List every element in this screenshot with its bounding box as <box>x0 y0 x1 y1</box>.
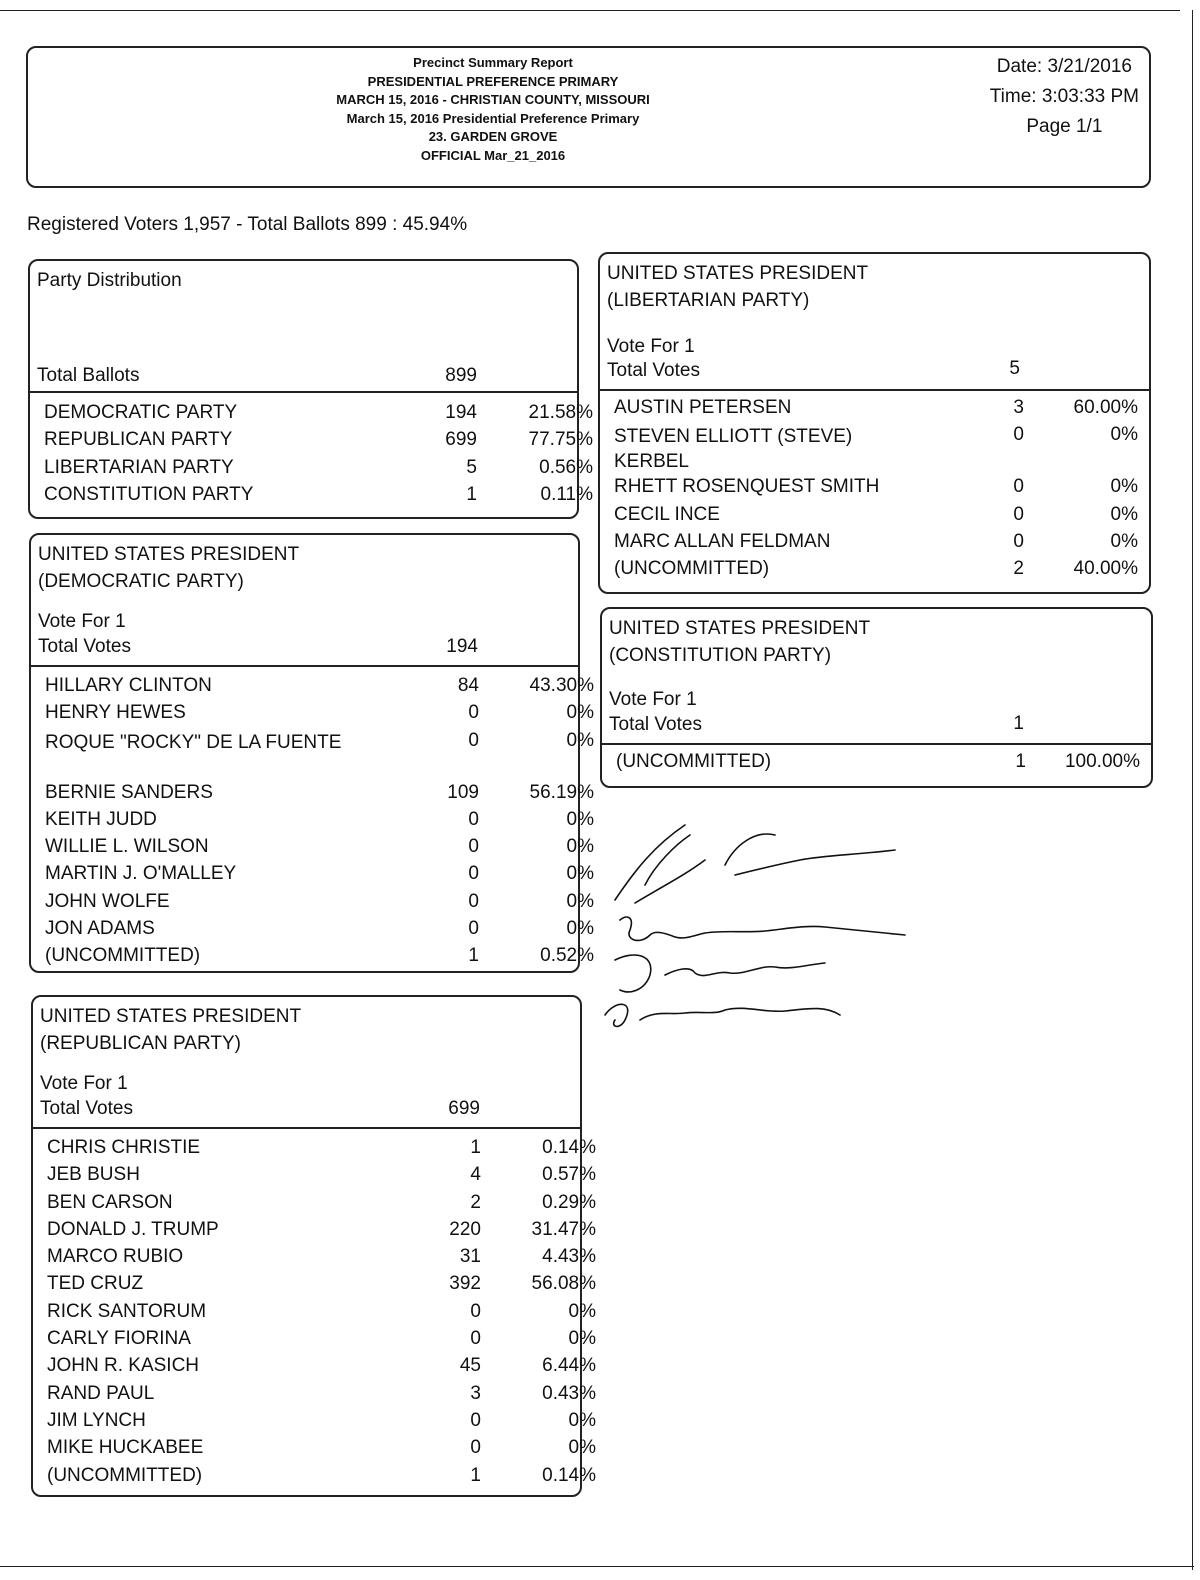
vote-count: 3 <box>470 1382 481 1404</box>
total-value: 899 <box>445 365 477 386</box>
signature-image <box>595 815 925 1045</box>
vote-count: 0 <box>1013 476 1024 498</box>
vote-percent: 0.14% <box>542 1464 596 1486</box>
vote-percent: 21.58% <box>528 402 593 423</box>
vote-count: 1 <box>470 1464 481 1486</box>
table-row <box>31 675 594 702</box>
signature-stroke <box>615 825 895 903</box>
vote-count: 0 <box>468 918 479 940</box>
party-name: (REPUBLICAN PARTY) <box>40 1033 241 1054</box>
page-edge <box>1192 10 1193 1570</box>
report-header <box>26 46 1151 188</box>
party-rows <box>30 402 593 511</box>
table-row <box>33 1218 596 1246</box>
candidate-name: HILLARY CLINTON <box>45 675 212 696</box>
candidate-name: (UNCOMMITTED) <box>47 1464 203 1486</box>
divider <box>602 743 1151 745</box>
total-label: Total Votes <box>40 1098 133 1119</box>
vote-percent: 0.57% <box>542 1164 596 1186</box>
table-row <box>33 1409 596 1437</box>
signature-stroke <box>605 1004 840 1026</box>
election-name: PRESIDENTIAL PREFERENCE PRIMARY <box>367 73 619 89</box>
election-subtitle: March 15, 2016 Presidential Preference Primary <box>346 110 640 126</box>
republican-president-box <box>31 995 596 1497</box>
table-row <box>31 702 594 729</box>
vote-percent: 0.14% <box>542 1137 596 1158</box>
page-number: Page 1/1 <box>1026 116 1103 137</box>
vote-percent: 31.47% <box>531 1218 596 1240</box>
box-title <box>607 260 868 314</box>
divider <box>30 391 577 393</box>
contest-title: UNITED STATES PRESIDENT <box>609 618 871 639</box>
constitution-president-box <box>600 607 1153 788</box>
table-row <box>30 429 593 456</box>
candidate-name: MARC ALLAN FELDMAN <box>614 530 831 552</box>
total-label: Total Ballots <box>37 365 140 386</box>
signature-stroke <box>620 917 905 940</box>
table-row <box>33 1137 596 1164</box>
vote-percent: 100.00% <box>1064 751 1140 772</box>
table-row <box>33 1300 596 1328</box>
candidate-name: CHRIS CHRISTIE <box>47 1137 201 1158</box>
contest-title: UNITED STATES PRESIDENT <box>38 544 300 565</box>
vote-for-label: Vote For 1 <box>38 611 126 632</box>
vote-count: 0 <box>468 836 479 858</box>
vote-count: 0 <box>470 1409 481 1431</box>
vote-percent: 43.30% <box>529 675 594 696</box>
vote-percent: 0% <box>1110 530 1138 552</box>
party-name: (CONSTITUTION PARTY) <box>609 645 832 666</box>
candidate-name: BEN CARSON <box>47 1191 173 1213</box>
candidate-name: JON ADAMS <box>45 918 155 940</box>
vote-count: 0 <box>470 1300 481 1322</box>
vote-count: 0 <box>468 890 479 912</box>
vote-percent: 4.43% <box>542 1246 596 1268</box>
total-value: 5 <box>1009 358 1020 379</box>
vote-count: 220 <box>449 1218 481 1240</box>
vote-count: 1 <box>470 1137 481 1158</box>
vote-count: 0 <box>468 702 479 724</box>
table-row <box>30 483 593 511</box>
candidate-name: MARTIN J. O'MALLEY <box>45 863 237 885</box>
contest-title: UNITED STATES PRESIDENT <box>607 263 869 284</box>
vote-percent: 0% <box>568 1328 596 1350</box>
candidate-name: DONALD J. TRUMP <box>47 1218 219 1240</box>
candidate-name: REPUBLICAN PARTY <box>44 429 233 451</box>
report-title: Precinct Summary Report <box>413 55 573 70</box>
vote-count: 392 <box>449 1273 481 1295</box>
vote-count: 699 <box>445 429 477 451</box>
vote-percent: 0% <box>566 729 594 751</box>
vote-count: 1 <box>1015 751 1026 772</box>
candidate-name: MIKE HUCKABEE <box>47 1437 204 1459</box>
candidate-name: (UNCOMMITTED) <box>45 945 201 967</box>
contest-title: UNITED STATES PRESIDENT <box>40 1006 302 1027</box>
table-row <box>33 1191 596 1219</box>
vote-count: 2 <box>470 1191 481 1213</box>
candidate-name: STEVEN ELLIOTT (STEVE) KERBEL <box>614 426 853 473</box>
candidate-name: ROQUE "ROCKY" DE LA FUENTE <box>45 731 342 753</box>
vote-percent: 0% <box>566 836 594 858</box>
vote-percent: 0% <box>566 918 594 940</box>
libertarian-rows <box>600 397 1149 585</box>
libertarian-president-box <box>598 252 1151 594</box>
table-row <box>31 918 594 945</box>
vote-percent: 0.29% <box>542 1191 596 1213</box>
vote-count: 4 <box>470 1164 481 1186</box>
page-edge <box>0 10 1180 11</box>
table-row <box>30 456 593 484</box>
party-name: (DEMOCRATIC PARTY) <box>38 571 244 592</box>
vote-count: 45 <box>459 1355 481 1377</box>
table-row <box>33 1164 596 1191</box>
report-title-block <box>278 54 708 165</box>
vote-count: 0 <box>468 863 479 885</box>
official-label: OFFICIAL Mar_21_2016 <box>420 147 566 163</box>
divider <box>33 1127 580 1129</box>
signatures <box>595 815 925 1045</box>
vote-percent: 0.56% <box>539 456 593 478</box>
vote-count: 1 <box>468 945 479 967</box>
vote-percent: 0.43% <box>542 1382 596 1404</box>
signature-stroke <box>615 955 825 992</box>
table-row <box>31 863 594 890</box>
divider <box>600 389 1149 391</box>
total-value: 1 <box>1013 713 1024 734</box>
vote-count: 0 <box>1013 530 1024 552</box>
republican-rows <box>33 1137 596 1492</box>
vote-count: 0 <box>470 1328 481 1350</box>
candidate-name: BERNIE SANDERS <box>45 781 213 803</box>
candidate-name: (UNCOMMITTED) <box>616 751 772 772</box>
constitution-rows <box>602 751 1151 778</box>
vote-percent: 0% <box>568 1300 596 1322</box>
candidate-name: CECIL INCE <box>614 503 720 525</box>
precinct-name: 23. GARDEN GROVE <box>428 129 558 144</box>
vote-percent: 0% <box>568 1437 596 1459</box>
total-label: Total Votes <box>609 714 702 735</box>
candidate-name: RICK SANTORUM <box>47 1300 207 1322</box>
democratic-rows <box>31 675 594 973</box>
page-edge <box>0 1566 1194 1567</box>
vote-percent: 0.52% <box>540 945 594 967</box>
candidate-name: AUSTIN PETERSEN <box>614 397 792 418</box>
vote-count: 109 <box>447 781 479 803</box>
table-row <box>600 424 1149 476</box>
vote-count: 84 <box>457 675 479 696</box>
vote-percent: 40.00% <box>1073 558 1138 580</box>
vote-count: 2 <box>1013 558 1024 580</box>
vote-count: 0 <box>468 808 479 830</box>
vote-for-label: Vote For 1 <box>609 689 697 710</box>
table-row <box>33 1273 596 1300</box>
candidate-name: RAND PAUL <box>47 1382 155 1404</box>
table-row <box>31 890 594 918</box>
box-title: Party Distribution <box>37 270 182 291</box>
divider <box>31 665 578 667</box>
candidate-name: JOHN WOLFE <box>45 890 170 912</box>
vote-percent: 6.44% <box>542 1355 596 1377</box>
vote-percent: 56.19% <box>529 781 594 803</box>
vote-count: 0 <box>470 1437 481 1459</box>
table-row <box>600 504 1149 531</box>
vote-percent: 0% <box>1110 476 1138 498</box>
vote-percent: 0% <box>566 890 594 912</box>
table-row <box>33 1355 596 1382</box>
candidate-name: TED CRUZ <box>47 1273 144 1295</box>
table-row <box>31 945 594 972</box>
table-row <box>31 836 594 863</box>
vote-percent: 0% <box>566 863 594 885</box>
turnout-summary: Registered Voters 1,957 - Total Ballots 899 : 45.94% <box>27 214 468 235</box>
vote-count: 31 <box>459 1246 481 1268</box>
vote-percent: 0% <box>566 702 594 724</box>
democratic-president-box <box>29 533 594 973</box>
box-title <box>40 1003 301 1057</box>
candidate-name: WILLIE L. WILSON <box>45 836 209 858</box>
vote-count: 0 <box>1013 424 1024 446</box>
vote-count: 194 <box>445 402 477 423</box>
table-row <box>600 558 1149 585</box>
vote-count: 0 <box>468 729 479 751</box>
vote-percent: 60.00% <box>1073 397 1138 418</box>
report-time: Time: 3:03:33 PM <box>989 86 1139 107</box>
table-row <box>33 1464 596 1492</box>
report-meta <box>990 52 1139 142</box>
party-name: (LIBERTARIAN PARTY) <box>607 290 810 311</box>
vote-percent: 0% <box>568 1409 596 1431</box>
table-row <box>600 531 1149 558</box>
candidate-name: CONSTITUTION PARTY <box>44 483 254 505</box>
vote-percent: 0% <box>1110 503 1138 525</box>
vote-percent: 0% <box>566 808 594 830</box>
total-label: Total Votes <box>607 360 700 381</box>
table-row <box>31 781 594 809</box>
table-row <box>33 1382 596 1410</box>
table-row <box>31 808 594 836</box>
candidate-name: JEB BUSH <box>47 1164 140 1186</box>
candidate-name: CARLY FIORINA <box>47 1328 191 1350</box>
table-row <box>33 1437 596 1464</box>
candidate-name: LIBERTARIAN PARTY <box>44 456 234 478</box>
box-title <box>38 541 299 595</box>
table-row <box>600 397 1149 424</box>
candidate-name: (UNCOMMITTED) <box>614 558 770 580</box>
election-date-county: MARCH 15, 2016 - CHRISTIAN COUNTY, MISSOURI <box>336 92 650 107</box>
vote-for-label: Vote For 1 <box>607 336 695 357</box>
total-value: 699 <box>448 1098 480 1119</box>
report-date: Date: 3/21/2016 <box>996 56 1132 77</box>
box-title <box>609 615 870 669</box>
table-row <box>31 729 594 782</box>
vote-count: 3 <box>1013 397 1024 418</box>
table-row <box>30 402 593 429</box>
total-value: 194 <box>446 636 478 657</box>
candidate-name: RHETT ROSENQUEST SMITH <box>614 476 880 498</box>
vote-count: 5 <box>466 456 477 478</box>
vote-count: 1 <box>466 483 477 505</box>
candidate-name: DEMOCRATIC PARTY <box>44 402 238 423</box>
vote-count: 0 <box>1013 503 1024 525</box>
vote-percent: 0% <box>1110 424 1138 446</box>
vote-percent: 0.11% <box>540 483 593 505</box>
candidate-name: HENRY HEWES <box>45 702 186 724</box>
party-distribution-box <box>28 259 593 519</box>
vote-for-label: Vote For 1 <box>40 1073 128 1094</box>
candidate-name: JIM LYNCH <box>47 1409 146 1431</box>
candidate-name: KEITH JUDD <box>45 808 157 830</box>
table-row <box>33 1328 596 1355</box>
table-row <box>33 1246 596 1273</box>
table-row <box>602 751 1151 778</box>
vote-percent: 56.08% <box>531 1273 596 1295</box>
table-row <box>600 476 1149 503</box>
vote-percent: 77.75% <box>528 429 593 451</box>
candidate-name: MARCO RUBIO <box>47 1246 184 1268</box>
candidate-name: JOHN R. KASICH <box>47 1355 200 1377</box>
total-label: Total Votes <box>38 636 131 657</box>
